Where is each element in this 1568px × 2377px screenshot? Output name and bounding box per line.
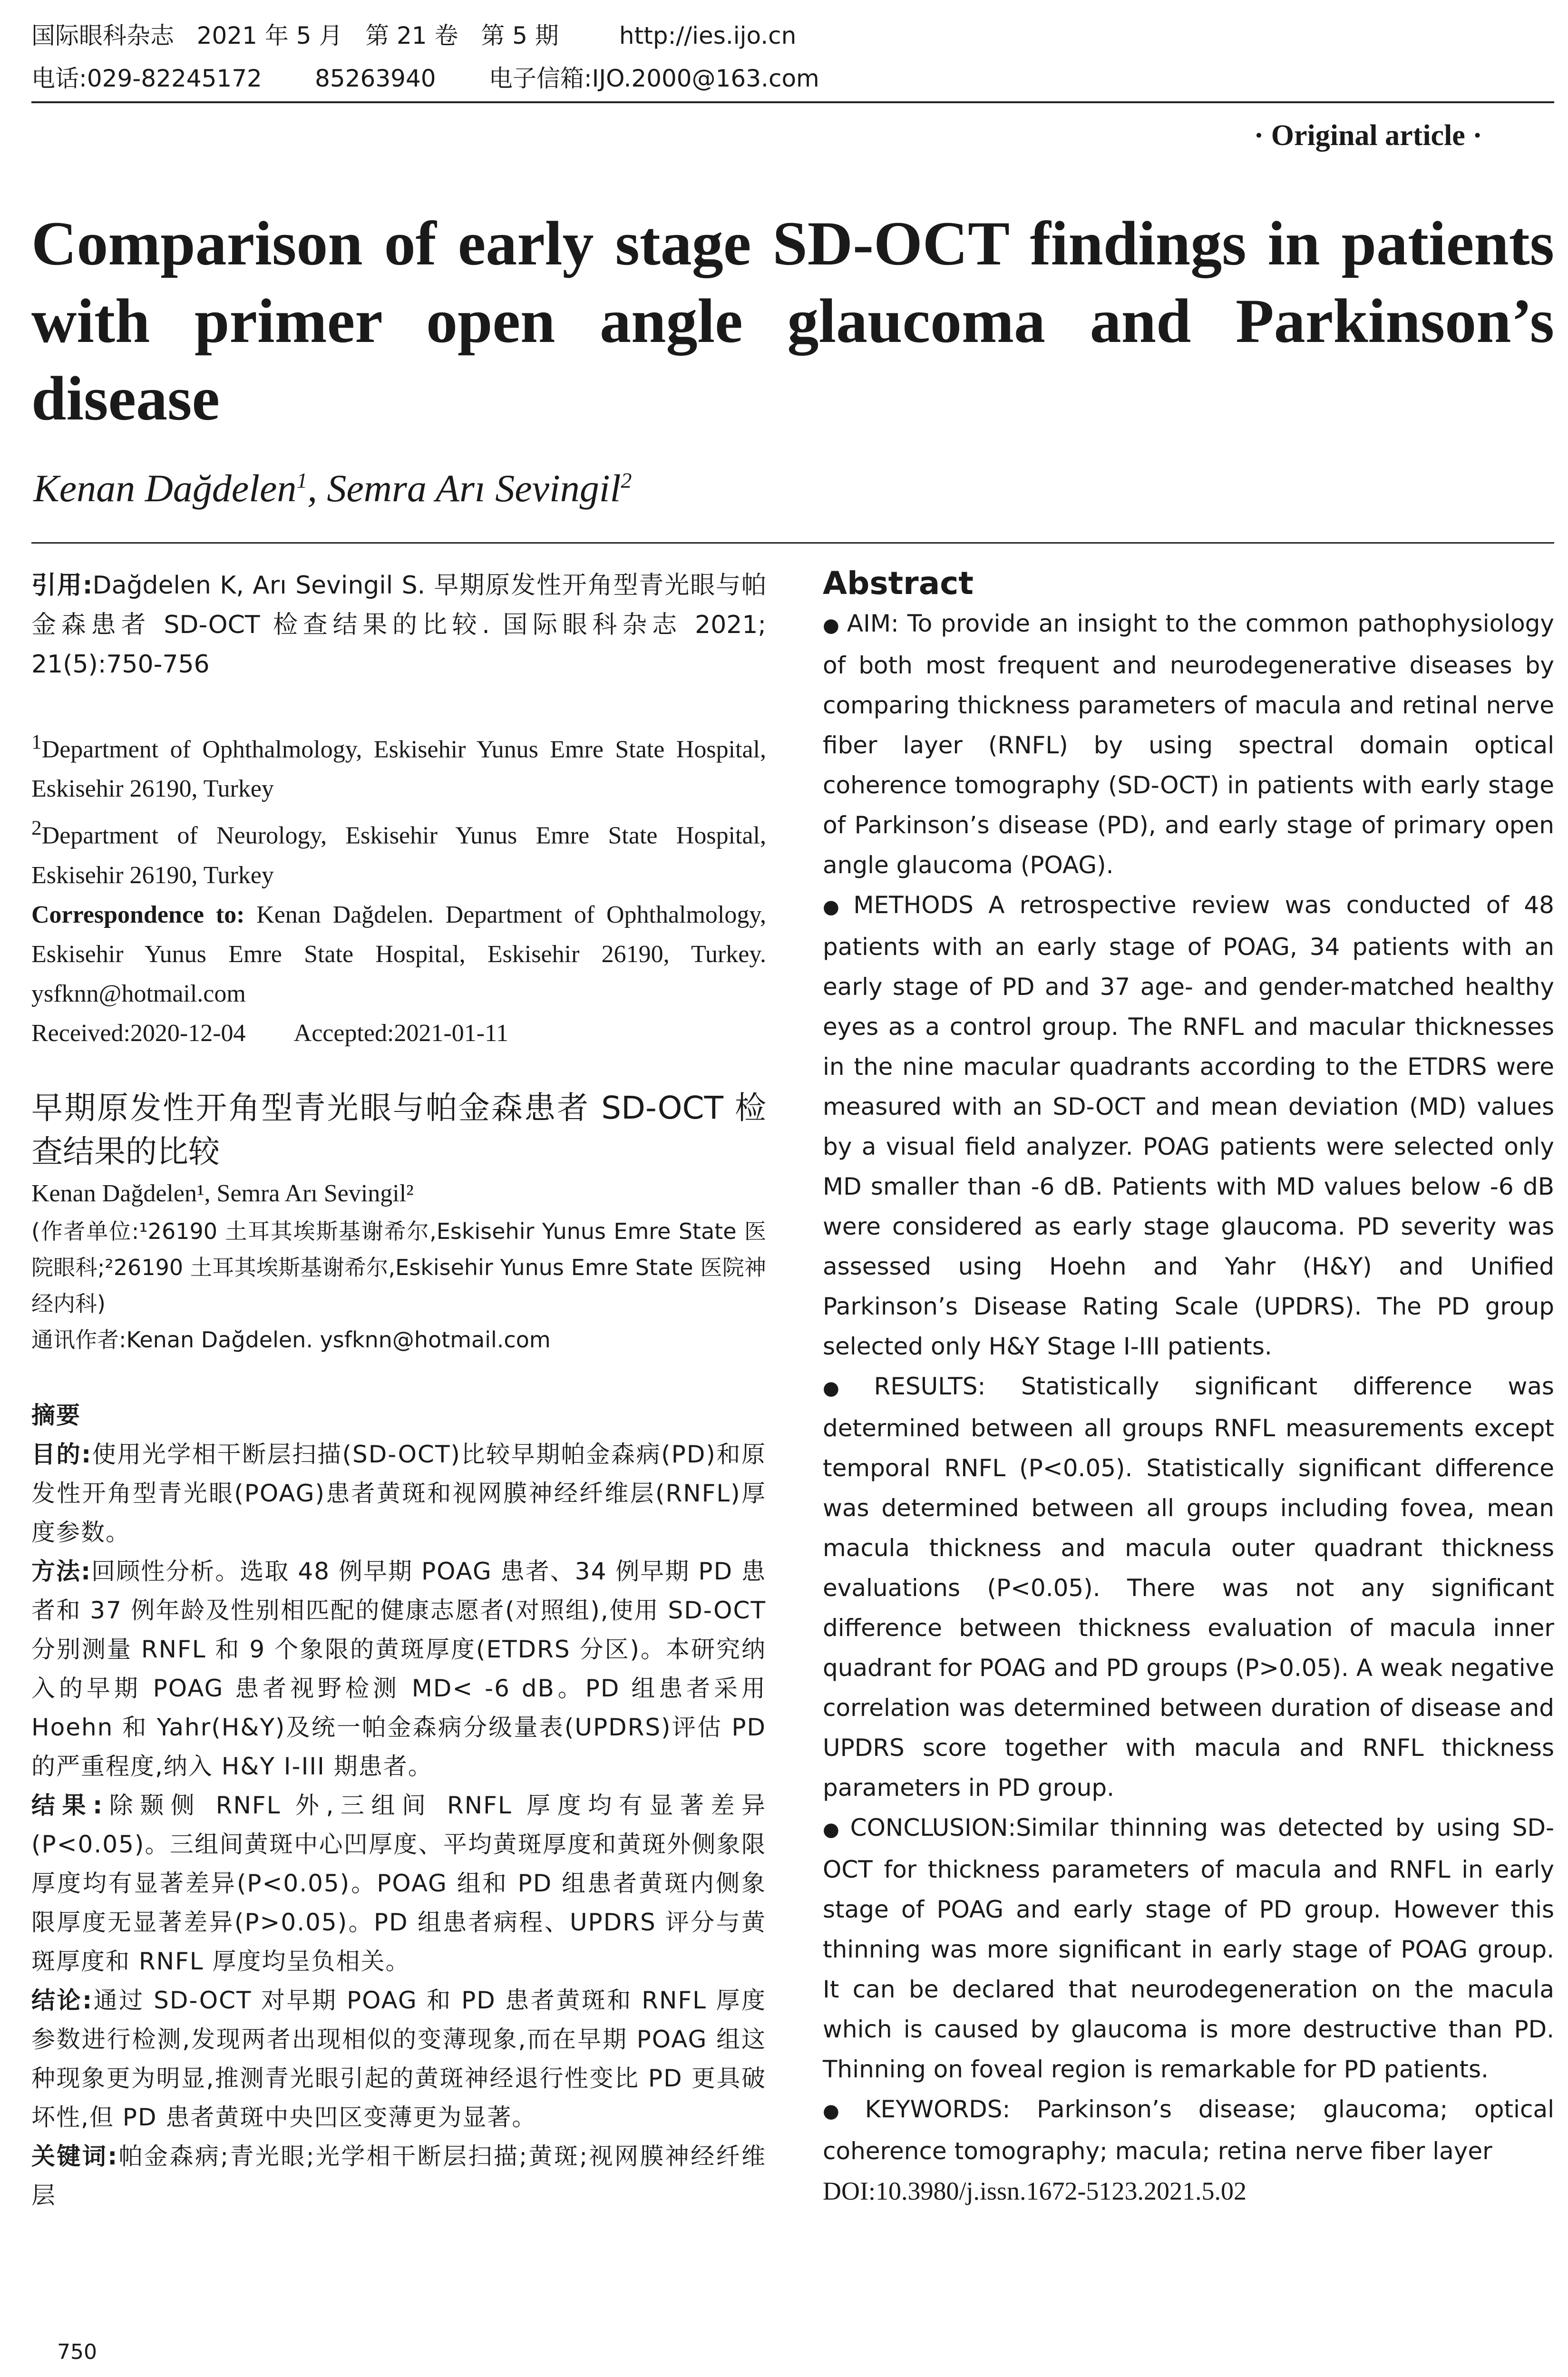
journal-header-line1: 国际眼科杂志 2021 年 5 月 第 21 卷 第 5 期 http://ies.ijo.cn <box>31 22 797 49</box>
cn-abstract-heading: 摘要 <box>31 1401 81 1429</box>
bullet-icon: ● <box>823 2100 858 2122</box>
results-label: RESULTS: <box>874 1373 986 1400</box>
abstract-results <box>823 1366 1554 1808</box>
cn-correspondence: 通讯作者:Kenan Dağdelen. ysfknn@hotmail.com <box>31 1326 551 1353</box>
abstract-conclusion <box>823 1808 1554 2089</box>
results-text: Statistically significant difference was determined between all groups RNFL measurements except temporal RNFL (P<0.05). Statistically significant difference was determined between all groups including fovea, mean macula thickness and macula outer quadrant thickness evaluations (P<0.05). There was not any significant difference between thickness evaluation of macula inner quadrant for POAG and PD groups (P>0.05). A weak negative correlation was determined between duration of disease and UPDRS score together with macula and RNFL thickness parameters in PD group. <box>823 1373 1554 1802</box>
affiliation-2-text: Department of Neurology, Eskisehir Yunus Emre State Hospital, Eskisehir 26190, Turkey <box>31 822 766 889</box>
abstract-aim <box>823 604 1554 885</box>
methods-label: METHODS <box>853 891 974 919</box>
authors-rule <box>31 542 1554 544</box>
affiliation-2-sup: 2 <box>31 817 42 840</box>
author-1-sup: 1 <box>296 468 308 493</box>
cn-result-text: 除颞侧 RNFL 外,三组间 RNFL 厚度均有显著差异(P<0.05)。三组间黄斑中心凹厚度、平均黄斑厚度和黄斑外侧象限厚度均有显著差异(P<0.05)。POAG 组和 PD 组患者黄斑内侧象限厚度无显著差异(P>0.05)。PD 组患者病程、UPDRS 评分与黄斑厚度和 RNFL 厚度均呈负相关。 <box>31 1791 766 1975</box>
citation <box>31 566 766 684</box>
article-title: Comparison of early stage SD-OCT findings in patients with primer open angle glaucoma and Parkinson’s disease <box>31 208 1554 433</box>
journal-header-line2: 电话:029-82245172 85263940 电子信箱:IJO.2000@163.com <box>31 65 819 92</box>
bullet-icon: ● <box>823 1819 844 1841</box>
methods-text: A retrospective review was conducted of 48 patients with an early stage of POAG, 34 patients with an early stage of PD and 37 age- and gender-matched healthy eyes as a control group. The RNFL and macular thicknesses in the nine macular quadrants according to the ETDRS were measured with an SD-OCT and mean deviation (MD) values by a visual field analyzer. POAG patients were selected only MD smaller than -6 dB. Patients with MD values below -6 dB were considered as early stage glaucoma. PD severity was assessed using Hoehn and Yahr (H&Y) and Unified Parkinson’s Disease Rating Scale (UPDRS). The PD group selected only H&Y Stage I-III patients. <box>823 891 1554 1360</box>
page-number: 750 <box>57 2340 97 2364</box>
cn-method-label: 方法: <box>31 1557 92 1585</box>
cn-method-text: 回顾性分析。选取 48 例早期 POAG 患者、34 例早期 PD 患者和 37 例年龄及性别相匹配的健康志愿者(对照组),使用 SD-OCT 分别测量 RNFL 和 9 个象限的黄斑厚度(ETDRS 分区)。本研究纳入的早期 POAG 患者视野检测 MD< -6 dB。PD 组患者采用 Hoehn 和 Yahr(H&Y)及统一帕金森病分级量表(UPDRS)评估 PD 的严重程度,纳入 H&Y I-III 期患者。 <box>31 1557 767 1780</box>
correspondence <box>31 895 766 1013</box>
right-column <box>823 564 1554 2211</box>
abstract-heading: Abstract <box>823 565 974 602</box>
citation-label: 引用: <box>31 571 93 600</box>
conclusion-label: CONCLUSION: <box>850 1814 1016 1841</box>
cn-aim <box>31 1435 766 1552</box>
cn-authors: Kenan Dağdelen¹, Semra Arı Sevingil² <box>31 1179 414 1207</box>
cn-aim-label: 目的: <box>31 1440 92 1468</box>
abstract-keywords <box>823 2089 1554 2171</box>
author-1: Kenan Dağdelen <box>33 467 297 510</box>
cn-method <box>31 1552 766 1786</box>
doi: DOI:10.3980/j.issn.1672-5123.2021.5.02 <box>823 2177 1247 2205</box>
bullet-icon: ● <box>823 896 847 918</box>
cn-result <box>31 1786 766 1981</box>
author-separator: , <box>307 467 327 510</box>
cn-keywords-text: 帕金森病;青光眼;光学相干断层扫描;黄斑;视网膜神经纤维层 <box>31 2142 766 2209</box>
cn-conclusion <box>31 1981 766 2137</box>
author-2-sup: 2 <box>621 468 632 493</box>
cn-result-label: 结果: <box>31 1791 104 1819</box>
cn-keywords-label: 关键词: <box>31 2142 118 2170</box>
keywords-label: KEYWORDS: <box>865 2095 1011 2123</box>
authors <box>33 466 632 511</box>
cn-units: (作者单位:¹26190 土耳其埃斯基谢希尔,Eskisehir Yunus Emre State 医院眼科;²26190 土耳其埃斯基谢希尔,Eskisehir Yunus Emre State 医院神经内科) <box>31 1218 766 1316</box>
citation-text: Dağdelen K, Arı Sevingil S. 早期原发性开角型青光眼与帕金森患者 SD-OCT 检查结果的比较. 国际眼科杂志 2021; 21(5):750-756 <box>31 571 766 679</box>
cn-aim-text: 使用光学相干断层扫描(SD-OCT)比较早期帕金森病(PD)和原发性开角型青光眼(POAG)患者黄斑和视网膜神经纤维层(RNFL)厚度参数。 <box>31 1440 766 1546</box>
cn-conclusion-text: 通过 SD-OCT 对早期 POAG 和 PD 患者黄斑和 RNFL 厚度参数进行检测,发现两者出现相似的变薄现象,而在早期 POAG 组这种现象更为明显,推测青光眼引起的黄斑神经退行性变比 PD 更具破坏性,但 PD 患者黄斑中央凹区变薄更为显著。 <box>31 1986 766 2131</box>
aim-text: To provide an insight to the common pathophysiology of both most frequent and neurodegenerative diseases by comparing thickness parameters of macula and retinal nerve fiber layer (RNFL) by using spectral domain optical coherence tomography (SD-OCT) in patients with early stage of Parkinson’s disease (PD), and early stage of primary open angle glaucoma (POAG). <box>823 610 1554 879</box>
affiliation-1 <box>31 722 766 809</box>
keywords-text: Parkinson’s disease; glaucoma; optical coherence tomography; macula; retina nerve fiber layer <box>823 2095 1554 2165</box>
affiliation-1-sup: 1 <box>31 731 42 753</box>
received-accepted: Received:2020-12-04 Accepted:2021-01-11 <box>31 1019 509 1047</box>
correspondence-label: Correspondence to: <box>31 901 245 928</box>
affiliation-2 <box>31 809 766 895</box>
author-2: Semra Arı Sevingil <box>327 467 621 510</box>
bullet-icon: ● <box>823 614 840 636</box>
correspondence-text: Kenan Dağdelen. Department of Ophthalmology, Eskisehir Yunus Emre State Hospital, Eskisehir 26190, Turkey. ysfknn@hotmail.com <box>31 901 766 1007</box>
header-rule <box>31 101 1554 103</box>
left-column <box>31 566 766 2215</box>
abstract-methods <box>823 885 1554 1366</box>
affiliation-1-text: Department of Ophthalmology, Eskisehir Yunus Emre State Hospital, Eskisehir 26190, Turkey <box>31 736 766 803</box>
conclusion-text: Similar thinning was detected by using SD-OCT for thickness parameters of macula and RNFL in early stage of POAG and early stage of PD group. However this thinning was more significant in early stage of POAG group. It can be declared that neurodegeneration on the macula which is caused by glaucoma is more destructive than PD. Thinning on foveal region is remarkable for PD patients. <box>823 1814 1555 2083</box>
aim-label: AIM: <box>847 610 899 637</box>
cn-conclusion-label: 结论: <box>31 1986 93 2014</box>
bullet-icon: ● <box>823 1377 867 1399</box>
section-label: · Original article · <box>1254 119 1482 152</box>
cn-title: 早期原发性开角型青光眼与帕金森患者 SD-OCT 检查结果的比较 <box>31 1089 766 1170</box>
cn-keywords <box>31 2137 766 2215</box>
